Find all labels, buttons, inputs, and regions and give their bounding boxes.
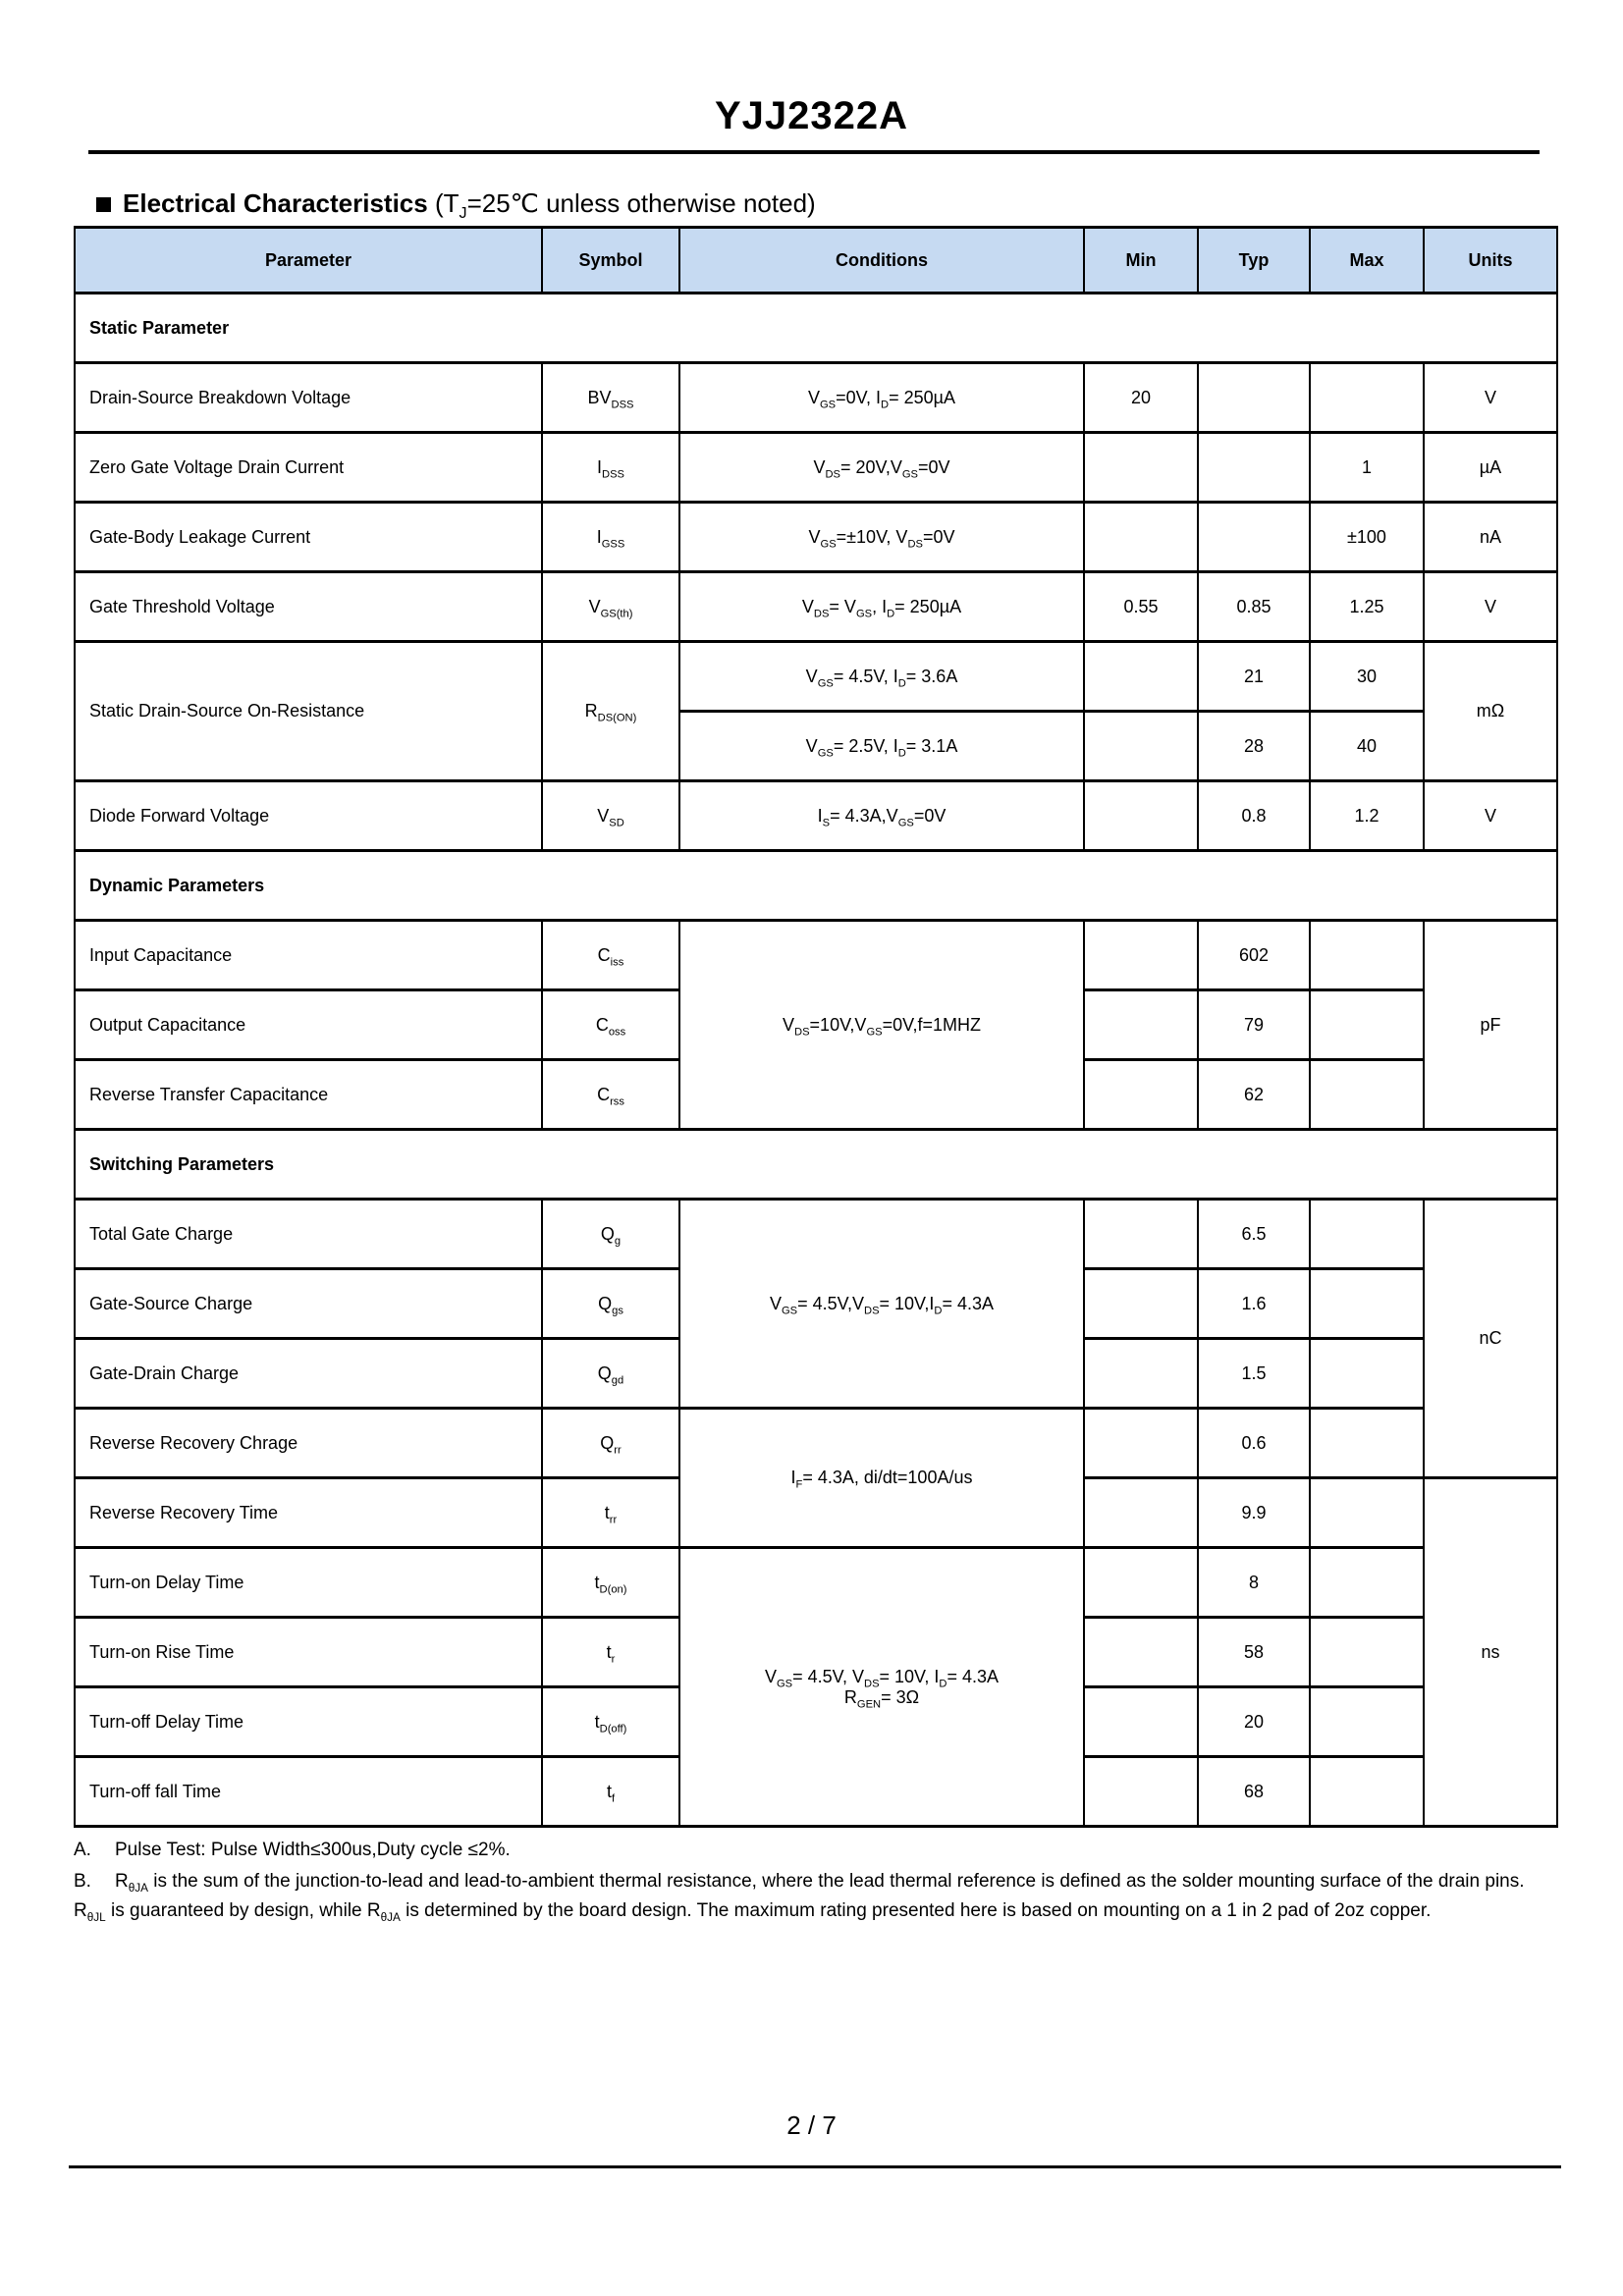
symbol-cell: $C_{oss}$: [542, 990, 679, 1060]
column-header-units: Units: [1424, 228, 1557, 294]
section-label: Dynamic Parameters: [75, 851, 1557, 921]
footer-divider: [69, 2165, 1561, 2168]
typ-cell: 62: [1198, 1060, 1310, 1130]
symbol-cell: $Q_g$: [542, 1200, 679, 1269]
parameter-cell: Input Capacitance: [75, 921, 542, 990]
symbol-cell: $Q_{rr}$: [542, 1409, 679, 1478]
max-cell: [1310, 990, 1424, 1060]
symbol-cell: $t_{D(on)}$: [542, 1548, 679, 1618]
conditions-cell: $V_{GS}= 2.5V$, $I_D= 3.1A$: [679, 712, 1084, 781]
parameter-cell: Turn-on Rise Time: [75, 1618, 542, 1687]
table-row: [75, 1409, 1557, 1478]
min-cell: [1084, 503, 1198, 572]
symbol-cell: $C_{iss}$: [542, 921, 679, 990]
max-cell: [1310, 1757, 1424, 1827]
max-cell: [1310, 1409, 1424, 1478]
conditions-cell: $I_F= 4.3A$, di/dt=100A/us: [679, 1409, 1084, 1548]
units-cell: ns: [1424, 1478, 1557, 1827]
symbol-cell: $t_f$: [542, 1757, 679, 1827]
section-row-switching: [75, 1130, 1557, 1200]
symbol-cell: $V_{GS(th)}$: [542, 572, 679, 642]
units-cell: nC: [1424, 1200, 1557, 1478]
typ-cell: 0.8: [1198, 781, 1310, 851]
parameter-cell: Turn-on Delay Time: [75, 1548, 542, 1618]
units-cell: V: [1424, 363, 1557, 433]
symbol-cell: $R_{DS(ON)}$: [542, 642, 679, 781]
symbol-cell: $t_{rr}$: [542, 1478, 679, 1548]
symbol-cell: $Q_{gd}$: [542, 1339, 679, 1409]
title-divider: [88, 150, 1540, 154]
units-cell: nA: [1424, 503, 1557, 572]
conditions-cell: $I_S= 4.3A,V_{GS}=0V$: [679, 781, 1084, 851]
table-row: [75, 572, 1557, 642]
note-a-text: Pulse Test: Pulse Width≤300us,Duty cycle ≤2%.: [115, 1840, 511, 1860]
min-cell: [1084, 1757, 1198, 1827]
conditions-cell: $V_{GS}= 4.5V$, $V_{DS}= 10V$, $I_D= 4.3A$ $R_{GEN}= 3\Omega$: [679, 1548, 1084, 1827]
typ-cell: 9.9: [1198, 1478, 1310, 1548]
min-cell: [1084, 1339, 1198, 1409]
typ-cell: 602: [1198, 921, 1310, 990]
typ-cell: 79: [1198, 990, 1310, 1060]
min-cell: [1084, 990, 1198, 1060]
min-cell: [1084, 781, 1198, 851]
units-cell: V: [1424, 781, 1557, 851]
table-row: [75, 503, 1557, 572]
parameter-cell: Gate Threshold Voltage: [75, 572, 542, 642]
max-cell: [1310, 1687, 1424, 1757]
parameter-cell: Drain-Source Breakdown Voltage: [75, 363, 542, 433]
min-cell: [1084, 1478, 1198, 1548]
parameter-cell: Total Gate Charge: [75, 1200, 542, 1269]
section-label: Switching Parameters: [75, 1130, 1557, 1200]
section-heading-conditions: ($T_J=25℃$ unless otherwise noted): [427, 188, 816, 223]
column-header-symbol: Symbol: [542, 228, 679, 294]
max-cell: ±100: [1310, 503, 1424, 572]
typ-cell: [1198, 433, 1310, 503]
conditions-cell: $V_{DS}= V_{GS}$, $I_D= 250\mu A$: [679, 572, 1084, 642]
symbol-cell: $t_r$: [542, 1618, 679, 1687]
typ-cell: 1.6: [1198, 1269, 1310, 1339]
symbol-cell: $C_{rss}$: [542, 1060, 679, 1130]
column-header-max: Max: [1310, 228, 1424, 294]
min-cell: [1084, 921, 1198, 990]
note-b-label: B.: [74, 1871, 91, 1892]
min-cell: [1084, 433, 1198, 503]
conditions-cell: $V_{DS}=10V,V_{GS}=0V,f=1MHZ$: [679, 921, 1084, 1130]
table-row: [75, 363, 1557, 433]
symbol-cell: $BV_{DSS}$: [542, 363, 679, 433]
parameter-cell: Turn-off fall Time: [75, 1757, 542, 1827]
parameter-cell: Reverse Recovery Chrage: [75, 1409, 542, 1478]
min-cell: [1084, 1409, 1198, 1478]
typ-cell: [1198, 363, 1310, 433]
max-cell: [1310, 1478, 1424, 1548]
parameter-cell: Static Drain-Source On-Resistance: [75, 642, 542, 781]
typ-cell: 0.6: [1198, 1409, 1310, 1478]
max-cell: 1.25: [1310, 572, 1424, 642]
min-cell: [1084, 1618, 1198, 1687]
min-cell: [1084, 1200, 1198, 1269]
parameter-cell: Zero Gate Voltage Drain Current: [75, 433, 542, 503]
min-cell: 20: [1084, 363, 1198, 433]
section-label: Static Parameter: [75, 294, 1557, 363]
section-heading: [96, 188, 816, 223]
symbol-cell: $I_{GSS}$: [542, 503, 679, 572]
max-cell: [1310, 363, 1424, 433]
square-bullet-icon: [96, 197, 111, 212]
min-cell: [1084, 1548, 1198, 1618]
typ-cell: 28: [1198, 712, 1310, 781]
table-row: [75, 433, 1557, 503]
parameter-cell: Reverse Recovery Time: [75, 1478, 542, 1548]
conditions-cell: $V_{GS}= 4.5V$, $I_D= 3.6A$: [679, 642, 1084, 712]
typ-cell: 21: [1198, 642, 1310, 712]
min-cell: [1084, 1060, 1198, 1130]
min-cell: 0.55: [1084, 572, 1198, 642]
parameter-cell: Diode Forward Voltage: [75, 781, 542, 851]
units-cell: V: [1424, 572, 1557, 642]
table-row: [75, 642, 1557, 712]
symbol-cell: $V_{SD}$: [542, 781, 679, 851]
column-header-typ: Typ: [1198, 228, 1310, 294]
max-cell: 1: [1310, 433, 1424, 503]
units-cell: mΩ: [1424, 642, 1557, 781]
column-header-conditions: Conditions: [679, 228, 1084, 294]
typ-cell: 1.5: [1198, 1339, 1310, 1409]
section-row-static: [75, 294, 1557, 363]
section-heading-title: Electrical Characteristics: [123, 188, 428, 218]
parameter-cell: Gate-Source Charge: [75, 1269, 542, 1339]
note-b-text: $R_{\theta JA}$ is the sum of the junction-to-lead and lead-to-ambient thermal resistance, where the lead thermal reference is defined as the solder mounting surface of the drain pins. $R_{\theta JL}$ is guaranteed by design, while $R_{\theta JA}$ is determined by the board design. The maximum rating presented here is based on mounting on a 1 in 2 pad of 2oz copper.: [74, 1871, 1525, 1924]
symbol-cell: $I_{DSS}$: [542, 433, 679, 503]
table-row: [75, 781, 1557, 851]
conditions-cell: $V_{DS}= 20V,V_{GS}=0V$: [679, 433, 1084, 503]
page-number: 2 / 7: [786, 2110, 837, 2140]
page-title: YJJ2322A: [714, 94, 909, 137]
max-cell: [1310, 1200, 1424, 1269]
conditions-cell: $V_{GS}=\pm 10V$, $V_{DS}=0V$: [679, 503, 1084, 572]
conditions-cell: $V_{GS}=0V$, $I_D= 250\mu A$: [679, 363, 1084, 433]
parameter-cell: Turn-off Delay Time: [75, 1687, 542, 1757]
max-cell: [1310, 1548, 1424, 1618]
max-cell: 1.2: [1310, 781, 1424, 851]
typ-cell: 58: [1198, 1618, 1310, 1687]
typ-cell: [1198, 503, 1310, 572]
note-a: [74, 1836, 1542, 1865]
max-cell: [1310, 1269, 1424, 1339]
units-cell: µA: [1424, 433, 1557, 503]
table-row: [75, 1548, 1557, 1618]
parameter-cell: Gate-Body Leakage Current: [75, 503, 542, 572]
min-cell: [1084, 642, 1198, 712]
table-row: [75, 921, 1557, 990]
table-header-row: [75, 228, 1557, 294]
max-cell: [1310, 1060, 1424, 1130]
column-header-parameter: Parameter: [75, 228, 542, 294]
min-cell: [1084, 1687, 1198, 1757]
footnotes: [74, 1836, 1542, 1928]
parameter-cell: Reverse Transfer Capacitance: [75, 1060, 542, 1130]
max-cell: [1310, 1618, 1424, 1687]
parameter-cell: Output Capacitance: [75, 990, 542, 1060]
parameter-cell: Gate-Drain Charge: [75, 1339, 542, 1409]
typ-cell: 6.5: [1198, 1200, 1310, 1269]
max-cell: 30: [1310, 642, 1424, 712]
min-cell: [1084, 1269, 1198, 1339]
max-cell: [1310, 921, 1424, 990]
symbol-cell: $Q_{gs}$: [542, 1269, 679, 1339]
typ-cell: 8: [1198, 1548, 1310, 1618]
conditions-cell: $V_{GS}= 4.5V,V_{DS}= 10V,I_D= 4.3A$: [679, 1200, 1084, 1409]
max-cell: 40: [1310, 712, 1424, 781]
table-row: [75, 1200, 1557, 1269]
max-cell: [1310, 1339, 1424, 1409]
typ-cell: 20: [1198, 1687, 1310, 1757]
electrical-characteristics-table: [74, 226, 1558, 1828]
note-a-label: A.: [74, 1840, 91, 1860]
section-row-dynamic: [75, 851, 1557, 921]
typ-cell: 68: [1198, 1757, 1310, 1827]
min-cell: [1084, 712, 1198, 781]
symbol-cell: $t_{D(off)}$: [542, 1687, 679, 1757]
units-cell: pF: [1424, 921, 1557, 1130]
note-b: [74, 1867, 1542, 1926]
column-header-min: Min: [1084, 228, 1198, 294]
typ-cell: 0.85: [1198, 572, 1310, 642]
